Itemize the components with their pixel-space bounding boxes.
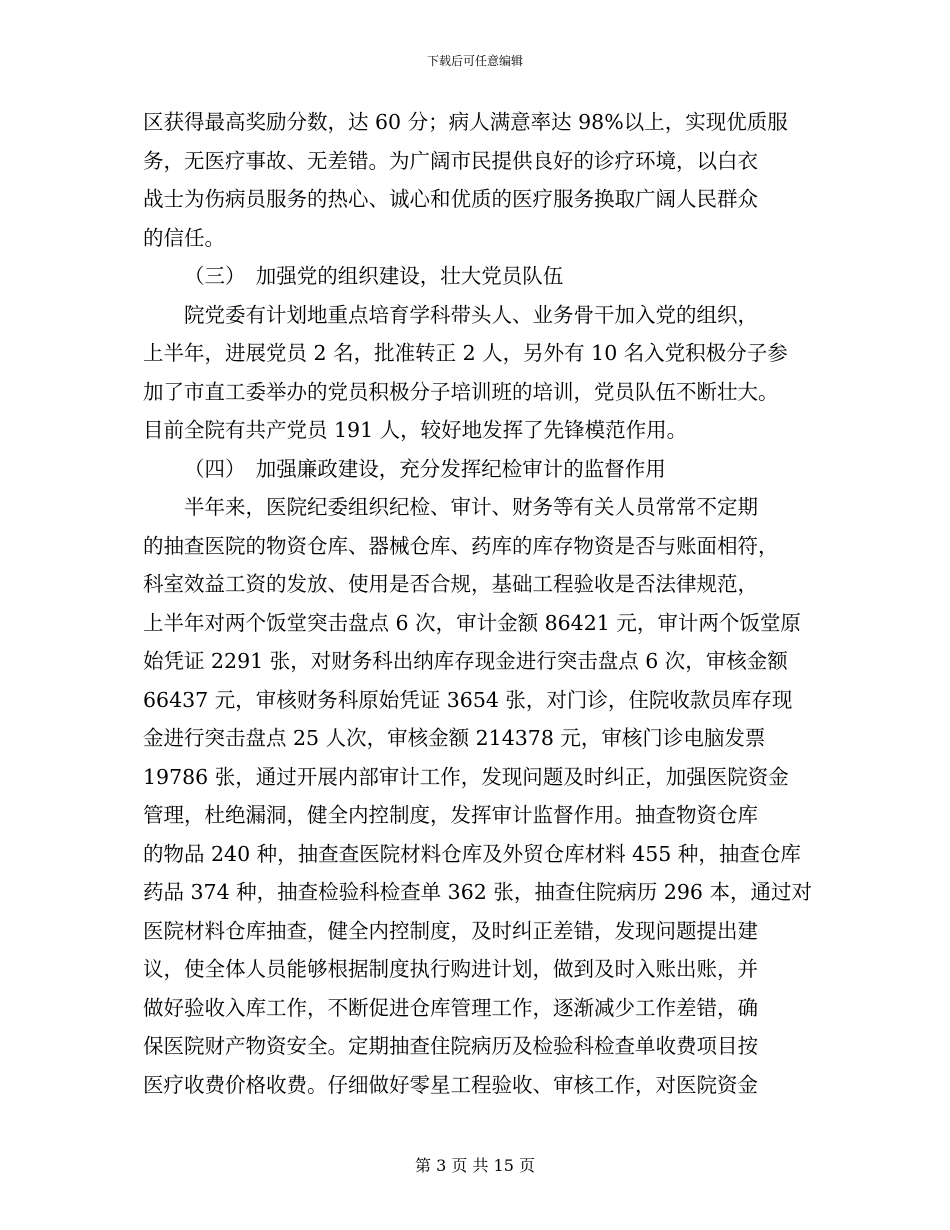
body-text: [143, 103, 823, 1104]
page-footer: 第 3 页 共 15 页: [415, 1156, 535, 1175]
body-line: 议，使全体人员能够根据制度执行购进计划，做到及时入账出账，并: [143, 957, 758, 981]
body-line: 加了市直工委举办的党员积极分子培训班的培训，党员队伍不断壮大。: [143, 379, 779, 404]
body-line: 19786 张，通过开展内部审计工作，发现问题及时纠正，加强医院资金: [143, 764, 789, 789]
body-line: 66437 元，审核财务科原始凭证 3654 张，对门诊，住院收款员库存现: [143, 687, 793, 712]
section-heading: （四） 加强廉政建设，充分发挥纪检审计的监督作用: [184, 456, 666, 481]
body-line: 院党委有计划地重点培育学科带头人、业务骨干加入党的组织，: [184, 302, 758, 327]
body-line: 的信任。: [143, 225, 225, 250]
body-line: 务，无医疗事故、无差错。为广阔市民提供良好的诊疗环境，以白衣: [143, 148, 758, 173]
section-heading: （三） 加强党的组织建设，壮大党员队伍: [184, 264, 564, 288]
body-line: 管理，杜绝漏洞，健全内控制度，发挥审计监督作用。抽查物资仓库: [143, 803, 758, 827]
body-line: 上半年，进展党员 2 名，批准转正 2 人，另外有 10 名入党积极分子参: [143, 341, 788, 365]
body-line: 金进行突击盘点 25 人次，审核金额 214378 元，审核门诊电脑发票: [143, 726, 766, 750]
body-line: 的物品 240 种，抽查查医院材料仓库及外贸仓库材料 455 种，抽查仓库: [143, 841, 801, 866]
body-line: 保医院财产物资安全。定期抽查住院病历及检验科检查单收费项目按: [143, 1034, 758, 1058]
body-line: 医疗收费价格收费。仔细做好零星工程验收、审核工作，对医院资金: [143, 1072, 758, 1097]
body-line: 区获得最高奖励分数，达 60 分；病人满意率达 98%以上，实现优质服: [143, 110, 788, 134]
body-line: 目前全院有共产党员 191 人，较好地发挥了先锋模范作用。: [143, 418, 688, 442]
page-header: 下载后可任意编辑: [426, 54, 523, 68]
body-line: 始凭证 2291 张，对财务科出纳库存现金进行突击盘点 6 次，审核金额: [143, 649, 788, 673]
body-line: 医院材料仓库抽查，健全内控制度，及时纠正差错，发现问题提出建: [143, 918, 758, 943]
body-line: 战士为伤病员服务的热心、诚心和优质的医疗服务换取广阔人民群众: [143, 187, 758, 211]
body-line: 药品 374 种，抽查检验科检查单 362 张，抽查住院病历 296 本，通过对: [143, 880, 812, 904]
body-line: 做好验收入库工作，不断促进仓库管理工作，逐渐减少工作差错，确: [143, 995, 758, 1020]
body-line: 的抽查医院的物资仓库、器械仓库、药库的库存物资是否与账面相符，: [143, 533, 779, 558]
body-line: 半年来，医院纪委组织纪检、审计、财务等有关人员常常不定期: [184, 495, 758, 519]
body-line: 上半年对两个饭堂突击盘点 6 次，审计金额 86421 元，审计两个饭堂原: [143, 610, 801, 635]
body-line: 科室效益工资的发放、使用是否合规，基础工程验收是否法律规范，: [143, 572, 758, 596]
